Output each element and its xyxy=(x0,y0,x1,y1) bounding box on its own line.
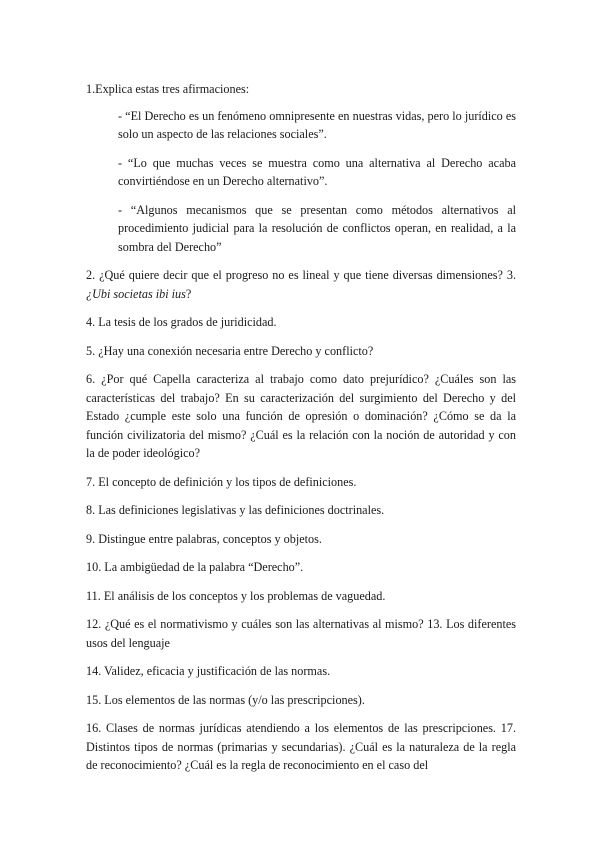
question-1-intro: 1.Explica estas tres afirmaciones: xyxy=(86,82,250,96)
question-3-latin: ¿Ubi societas ibi ius xyxy=(86,286,186,301)
quote-1: - “El Derecho es un fenómeno omnipresente en nuestras vidas, pero lo jurídico es solo un aspecto de las relaciones sociales”. xyxy=(118,108,516,141)
question-15: 15. Los elementos de las normas (y/o las prescripciones). xyxy=(86,692,365,707)
document-body xyxy=(86,80,516,785)
question-11: 11. El análisis de los conceptos y los problemas de vaguedad. xyxy=(86,588,386,603)
question-2-text: 2. ¿Qué quiere decir que el progreso no es lineal y que tiene diversas dimensiones? 3. xyxy=(86,268,516,282)
question-4: 4. La tesis de los grados de juridicidad. xyxy=(86,315,277,329)
question-3-mark: ? xyxy=(185,286,192,301)
question-12-13: 12. ¿Qué es el normativismo y cuáles son las alternativas al mismo? 13. Los diferentes usos del lenguaje xyxy=(86,617,516,650)
question-14: 14. Validez, eficacia y justificación de las normas. xyxy=(86,664,331,678)
question-8: 8. Las definiciones legislativas y las definiciones doctrinales. xyxy=(86,503,385,517)
quote-2: - “Lo que muchas veces se muestra como una alternativa al Derecho acaba convirtiéndose en un Derecho alternativo”. xyxy=(118,155,516,188)
question-9: 9. Distingue entre palabras, conceptos y objetos. xyxy=(86,531,322,546)
question-6: 6. ¿Por qué Capella caracteriza al trabajo como dato prejurídico? ¿Cuáles son las características del trabajo? En su caracterización del surgimiento del Derecho y del Estado ¿cumple este solo una función de opresión o dominación? ¿Cómo se da la función civilizatoria del mismo? ¿Cuál es la relación con la noción de autoridad y con la de poder ideológico? xyxy=(86,372,516,460)
quote-3: - “Algunos mecanismos que se presentan como métodos alternativos al procedimiento judicial para la resolución de conflictos operan, en realidad, a la sombra del Derecho” xyxy=(118,202,516,254)
question-5: 5. ¿Hay una conexión necesaria entre Derecho y conflicto? xyxy=(86,343,374,358)
question-16-17: 16. Clases de normas jurídicas atendiendo a los elementos de las prescripciones. 17. Distintos tipos de normas (primarias y secundarias). ¿Cuál es la naturaleza de la regla de reconocimiento? ¿Cuál es la regla de reconocimiento en el caso del xyxy=(86,721,516,772)
question-2-3 xyxy=(86,266,516,303)
question-7: 7. El concepto de definición y los tipos de definiciones. xyxy=(86,474,357,489)
question-10: 10. La ambigüedad de la palabra “Derecho”. xyxy=(86,560,304,574)
